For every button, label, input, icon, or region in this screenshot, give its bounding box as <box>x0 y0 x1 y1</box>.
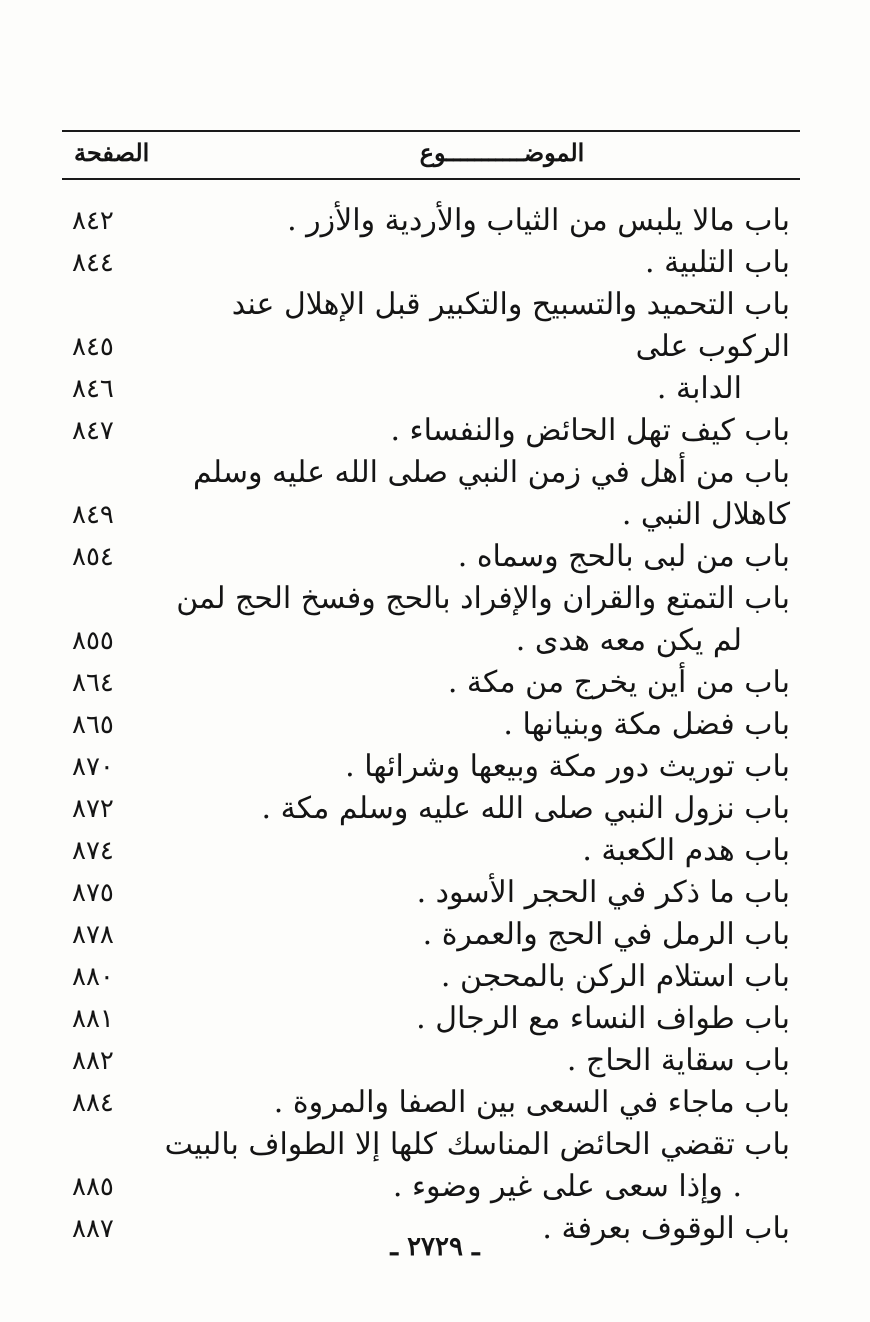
toc-entry <box>62 1082 800 1124</box>
entry-title: باب توريث دور مكة وبيعها وشرائها . <box>345 749 790 784</box>
entry-title: باب التلبية . <box>645 245 790 280</box>
toc-entry <box>62 872 800 914</box>
entry-page-number: ٨٧٨ <box>72 920 114 950</box>
toc-entry <box>62 788 800 830</box>
toc-entry <box>62 662 800 704</box>
entry-title: باب نزول النبي صلى الله عليه وسلم مكة . <box>261 791 790 826</box>
entry-title: الدابة . <box>656 371 742 406</box>
entry-page-number: ٨٨٤ <box>72 1088 114 1118</box>
toc-entry <box>62 368 800 410</box>
entry-page-number: ٨٤٧ <box>72 416 114 446</box>
entry-title: باب الرمل في الحج والعمرة . <box>422 917 790 952</box>
entry-title: باب كيف تهل الحائض والنفساء . <box>390 413 790 448</box>
toc-entry <box>62 536 800 578</box>
entry-page-number: ٨٧٠ <box>72 752 114 782</box>
entry-page-number: ٨٨٠ <box>72 962 114 992</box>
entry-title: باب مالا يلبس من الثياب والأردية والأزر . <box>287 203 790 238</box>
toc-entry <box>62 1124 800 1208</box>
table-of-contents <box>62 200 800 1250</box>
entry-page-number: ٨٥٤ <box>72 542 114 572</box>
entry-title: باب التحميد والتسبيح والتكبير قبل الإهلال عند الركوب على <box>231 287 790 364</box>
entry-page-number: ٨٥٥ <box>72 626 114 656</box>
toc-entry <box>62 410 800 452</box>
topic-column-heading: الموضـــــــــــوع <box>419 138 585 167</box>
toc-entry <box>62 830 800 872</box>
entry-page-number: ٨٧٥ <box>72 878 114 908</box>
toc-entry <box>62 242 800 284</box>
entry-page-number: ٨٨١ <box>72 1004 114 1034</box>
entry-title: باب التمتع والقران والإفراد بالحج وفسخ الحج لمن لم يكن معه هدى . <box>176 581 790 658</box>
entry-title: باب هدم الكعبة . <box>582 833 790 868</box>
toc-entry <box>62 998 800 1040</box>
page-column-heading: الصفحة <box>74 138 150 167</box>
entry-title: باب من أين يخرج من مكة . <box>447 665 790 700</box>
entry-title: باب طواف النساء مع الرجال . <box>416 1001 790 1036</box>
entry-title: باب تقضي الحائض المناسك كلها إلا الطواف بالبيت . وإذا سعى على غير وضوء . <box>164 1127 790 1204</box>
entry-page-number: ٨٧٤ <box>72 836 114 866</box>
entry-page-number: ٨٦٤ <box>72 668 114 698</box>
entry-page-number: ٨٤٢ <box>72 206 114 236</box>
entry-page-number: ٨٨٧ <box>72 1214 114 1244</box>
toc-entry <box>62 452 800 536</box>
toc-entry <box>62 746 800 788</box>
toc-entry <box>62 956 800 998</box>
toc-entry <box>62 578 800 662</box>
entry-page-number: ٨٧٢ <box>72 794 114 824</box>
entry-title: باب من أهل في زمن النبي صلى الله عليه وسلم كاهلال النبي . <box>192 455 790 532</box>
toc-entry <box>62 284 800 368</box>
entry-title: باب من لبى بالحج وسماه . <box>457 539 790 574</box>
entry-page-number: ٨٦٥ <box>72 710 114 740</box>
toc-entry <box>62 914 800 956</box>
page-number: ـ ٢٧٢٩ ـ <box>390 1232 480 1262</box>
entry-page-number: ٨٨٥ <box>72 1172 114 1202</box>
entry-title: باب سقاية الحاج . <box>566 1043 790 1078</box>
toc-entry <box>62 704 800 746</box>
entry-title: باب استلام الركن بالمحجن . <box>440 959 790 994</box>
entry-title: باب فضل مكة وبنيانها . <box>503 707 790 742</box>
entry-title: باب ما ذكر في الحجر الأسود . <box>416 875 790 910</box>
toc-entry <box>62 1040 800 1082</box>
entry-title: باب ماجاء في السعى بين الصفا والمروة . <box>273 1085 790 1120</box>
entry-page-number: ٨٨٢ <box>72 1046 114 1076</box>
table-header <box>62 130 800 180</box>
entry-title: باب الوقوف بعرفة . <box>542 1211 790 1246</box>
entry-page-number: ٨٤٤ <box>72 248 114 278</box>
entry-page-number: ٨٤٦ <box>72 374 114 404</box>
entry-page-number: ٨٤٩ <box>72 500 114 530</box>
toc-entry <box>62 200 800 242</box>
entry-page-number: ٨٤٥ <box>72 332 114 362</box>
